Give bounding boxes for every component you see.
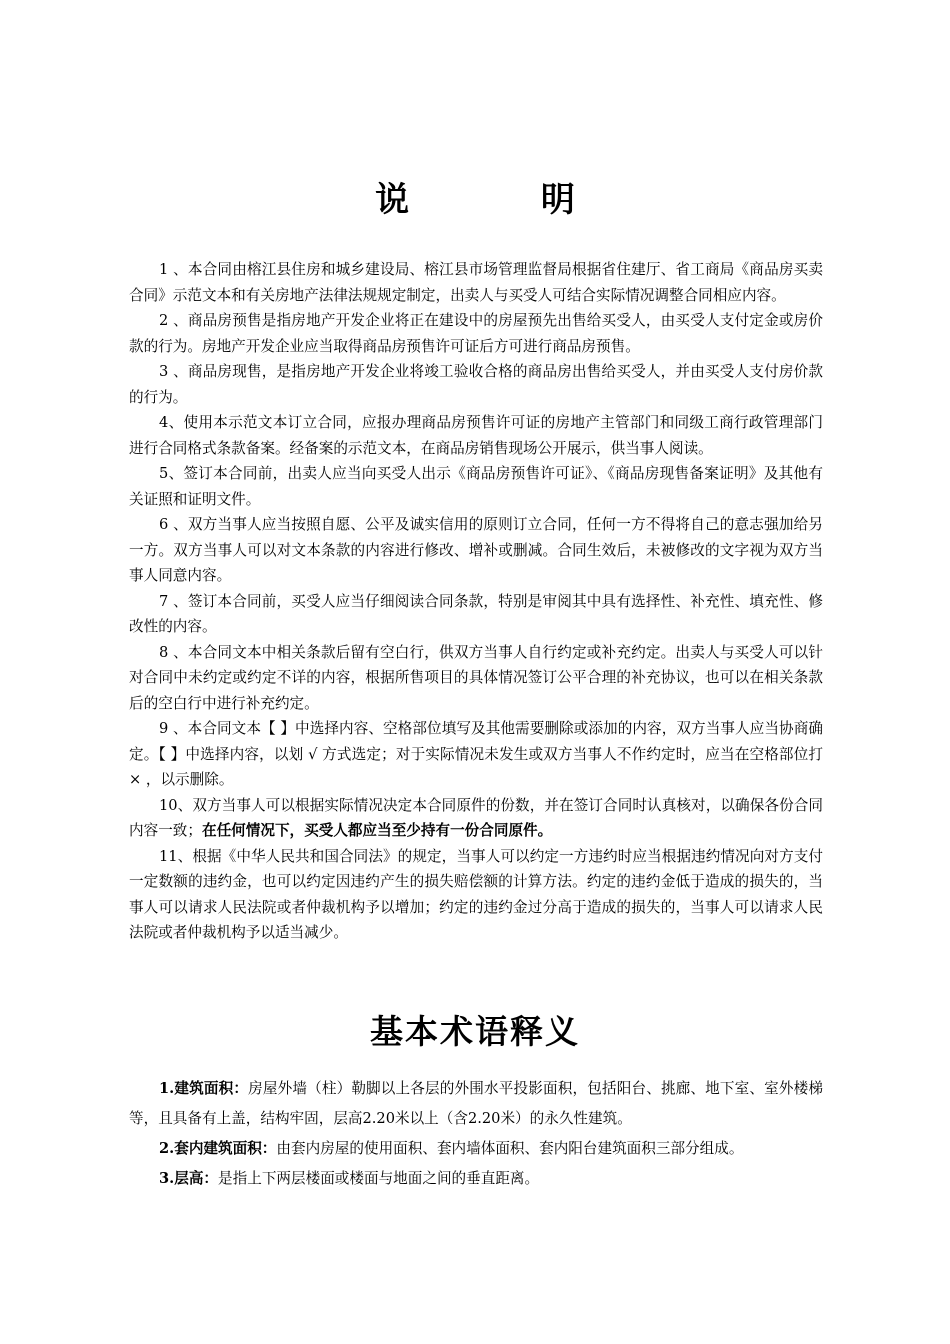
note-text: 1 、本合同由榕江县住房和城乡建设局、榕江县市场管理监督局根据省住建厅、省工商局《商品房买卖合同》示范文本和有关房地产法律法规规定制定，出卖人与买受人可结合实际情况调整合同相应内容。 — [129, 261, 823, 304]
note-text: 2 、商品房预售是指房地产开发企业将正在建设中的房屋预先出售给买受人，由买受人支付定金或房价款的行为。房地产开发企业应当取得商品房预售许可证后方可进行商品房预售。 — [129, 312, 823, 355]
term-paragraph — [129, 1074, 823, 1134]
note-text: 10、双方当事人可以根据实际情况决定本合同原件的份数，并在签订合同时认真核对，以确保各份合同内容一致； — [129, 796, 823, 839]
note-paragraph — [129, 844, 823, 946]
note-text: 4、使用本示范文本订立合同，应报办理商品房预售许可证的房地产主管部门和同级工商行政管理部门进行合同格式条款备案。经备案的示范文本，在商品房销售现场公开展示，供当事人阅读。 — [129, 414, 823, 457]
note-paragraph — [129, 257, 823, 308]
term-label: 1.建筑面积： — [159, 1080, 249, 1097]
note-paragraph — [129, 461, 823, 512]
term-paragraph — [129, 1164, 823, 1194]
note-text: 7 、签订本合同前，买受人应当仔细阅读合同条款，特别是审阅其中具有选择性、补充性、填充性、修改性的内容。 — [129, 592, 823, 635]
term-definition: 房屋外墙（柱）勒脚以上各层的外围水平投影面积，包括阳台、挑廊、地下室、室外楼梯等，且具备有上盖，结构牢固，层高2.20米以上（含2.20米）的永久性建筑。 — [129, 1080, 823, 1127]
note-paragraph — [129, 410, 823, 461]
notes-section — [129, 257, 823, 946]
note-paragraph — [129, 308, 823, 359]
note-text: 11、根据《中华人民共和国合同法》的规定，当事人可以约定一方违约时应当根据违约情况向对方支付一定数额的违约金，也可以约定因违约产生的损失赔偿额的计算方法。约定的违约金低于造成的损失的，当事人可以请求人民法院或者仲裁机构予以增加；约定的违约金过分高于造成的损失的，当事人可以请求人民法院或者仲裁机构予以适当减少。 — [129, 847, 823, 941]
note-paragraph — [129, 640, 823, 717]
term-label: 2.套内建筑面积： — [159, 1140, 277, 1157]
note-text: 9 、本合同文本【 】中选择内容、空格部位填写及其他需要删除或添加的内容，双方当事人应当协商确定。【 】中选择内容，以划 √ 方式选定；对于实际情况未发生或双方当事人不作约定时，应当在空格部位打 × ，以示删除。 — [129, 720, 823, 788]
note-paragraph — [129, 716, 823, 793]
note-text: 6 、双方当事人应当按照自愿、公平及诚实信用的原则订立合同，任何一方不得将自己的意志强加给另一方。双方当事人可以对文本条款的内容进行修改、增补或删减。合同生效后，未被修改的文字视为双方当事人同意内容。 — [129, 516, 823, 584]
term-definition: 由套内房屋的使用面积、套内墙体面积、套内阳台建筑面积三部分组成。 — [276, 1140, 744, 1157]
term-definition: 是指上下两层楼面或楼面与地面之间的垂直距离。 — [218, 1170, 540, 1187]
note-paragraph — [129, 793, 823, 844]
terms-title: 基本术语释义 — [370, 1012, 580, 1051]
note-paragraph — [129, 512, 823, 589]
note-paragraph — [129, 359, 823, 410]
note-paragraph — [129, 589, 823, 640]
note-text: 5、签订本合同前，出卖人应当向买受人出示《商品房预售许可证》、《商品房现售备案证明》及其他有关证照和证明文件。 — [129, 465, 823, 508]
page-title: 说 明 — [375, 180, 635, 220]
note-text: 8 、本合同文本中相关条款后留有空白行，供双方当事人自行约定或补充约定。出卖人与买受人可以针对合同中未约定或约定不详的内容，根据所售项目的具体情况签订公平合理的补充协议，也可以在相关条款后的空白行中进行补充约定。 — [129, 643, 823, 712]
note-text: 3 、商品房现售，是指房地产开发企业将竣工验收合格的商品房出售给买受人，并由买受人支付房价款的行为。 — [129, 363, 823, 406]
term-label: 3.层高： — [159, 1170, 219, 1187]
terms-section — [129, 1074, 823, 1194]
note-emphasis: 在任何情况下，买受人都应当至少持有一份合同原件。 — [201, 822, 553, 839]
term-paragraph — [129, 1134, 823, 1164]
